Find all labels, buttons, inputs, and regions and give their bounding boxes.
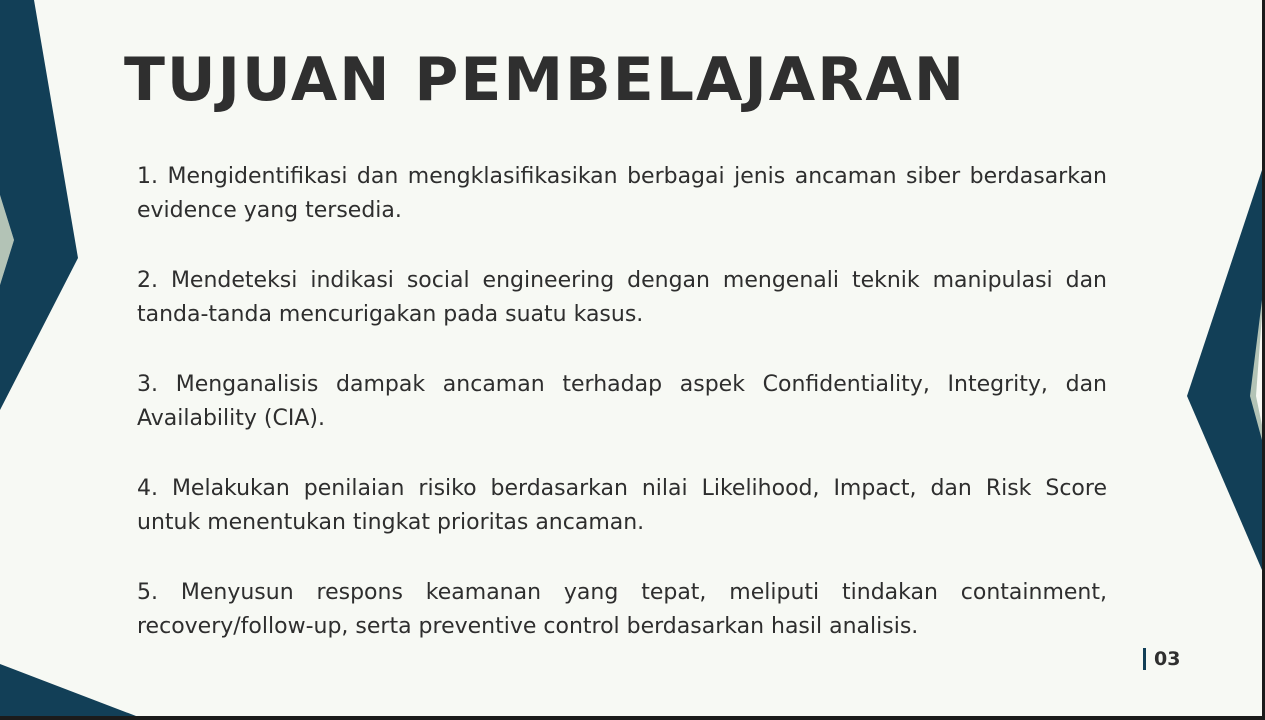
page-number: 03 — [1143, 648, 1180, 670]
right-chevron-navy — [1187, 170, 1262, 570]
objectives-list — [137, 160, 1107, 680]
bottom-left-wedge — [0, 664, 136, 716]
objective-item: 1. Mengidentifikasi dan mengklasifikasikan berbagai jenis ancaman siber berdasarkan evidence yang tersedia. — [137, 164, 1107, 223]
left-chevron-navy — [0, 0, 78, 410]
objective-item: 2. Mendeteksi indikasi social engineering dengan mengenali teknik manipulasi dan tanda-tanda mencurigakan pada suatu kasus. — [137, 268, 1107, 327]
objective-item: 5. Menyusun respons keamanan yang tepat, meliputi tindakan containment, recovery/follow-up, serta preventive control berdasarkan hasil analisis. — [137, 580, 1107, 639]
objective-item: 4. Melakukan penilaian risiko berdasarkan nilai Likelihood, Impact, dan Risk Score untuk menentukan tingkat prioritas ancaman. — [137, 476, 1107, 535]
objective-item: 3. Menganalisis dampak ancaman terhadap aspek Confidentiality, Integrity, dan Availability (CIA). — [137, 372, 1107, 431]
slide-title: TUJUAN PEMBELAJARAN — [124, 45, 967, 115]
